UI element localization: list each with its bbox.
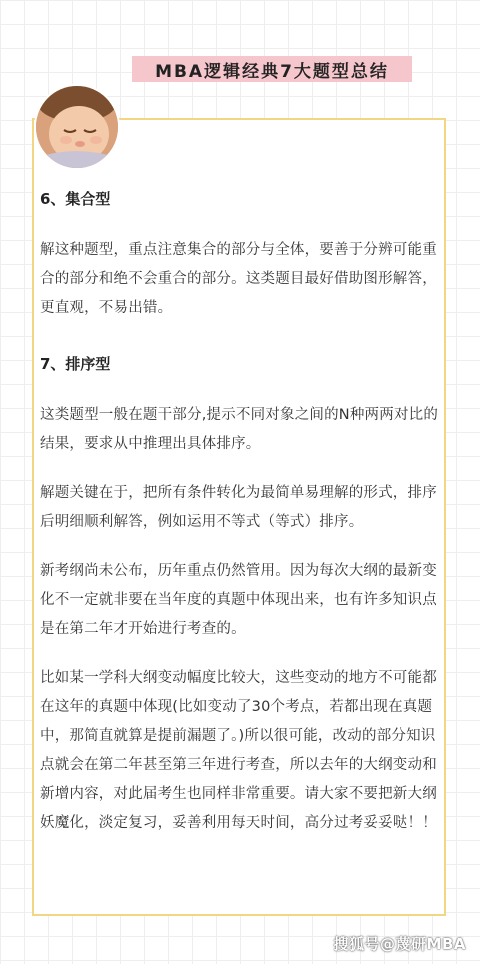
article-body	[40, 184, 442, 858]
paragraph: 解这种题型，重点注意集合的部分与全体，要善于分辨可能重合的部分和绝不会重合的部分。这类题目最好借助图形解答，更直观，不易出错。	[40, 242, 437, 316]
paragraph: 比如某一学科大纲变动幅度比较大，这些变动的地方不可能都在这年的真题中体现(比如变动了30个考点，若都出现在真题中，那简直就算是提前漏题了。)所以很可能，改动的部分知识点就会在第二年甚至第三年进行考查，所以去年的大纲变动和新增内容，对此届考生也同样非常重要。请大家不要把新大纲妖魔化，淡定复习，妥善利用每天时间，高分过考妥妥哒！！	[40, 670, 437, 831]
sleeping-baby-icon	[36, 86, 118, 168]
source-watermark: 搜狐号@蔑研MBA	[333, 935, 466, 953]
page-title: MBA逻辑经典7大题型总结	[155, 61, 389, 82]
section-collection	[40, 184, 442, 323]
paragraph: 新考纲尚未公布，历年重点仍然管用。因为每次大纲的最新变化不一定就非要在当年度的真题中体现出来，也有许多知识点是在第二年才开始进行考查的。	[40, 563, 437, 637]
section-heading: 6、集合型	[40, 190, 111, 208]
paragraph: 这类题型一般在题干部分,提示不同对象之间的N种两两对比的结果，要求从中推理出具体排序。	[40, 407, 439, 452]
paragraph: 解题关键在于，把所有条件转化为最简单易理解的形式，排序后明细顺利解答，例如运用不等式（等式）排序。	[40, 485, 437, 530]
section-ordering	[40, 349, 442, 838]
title-banner	[132, 56, 412, 82]
section-heading: 7、排序型	[40, 355, 111, 373]
avatar	[36, 86, 118, 168]
